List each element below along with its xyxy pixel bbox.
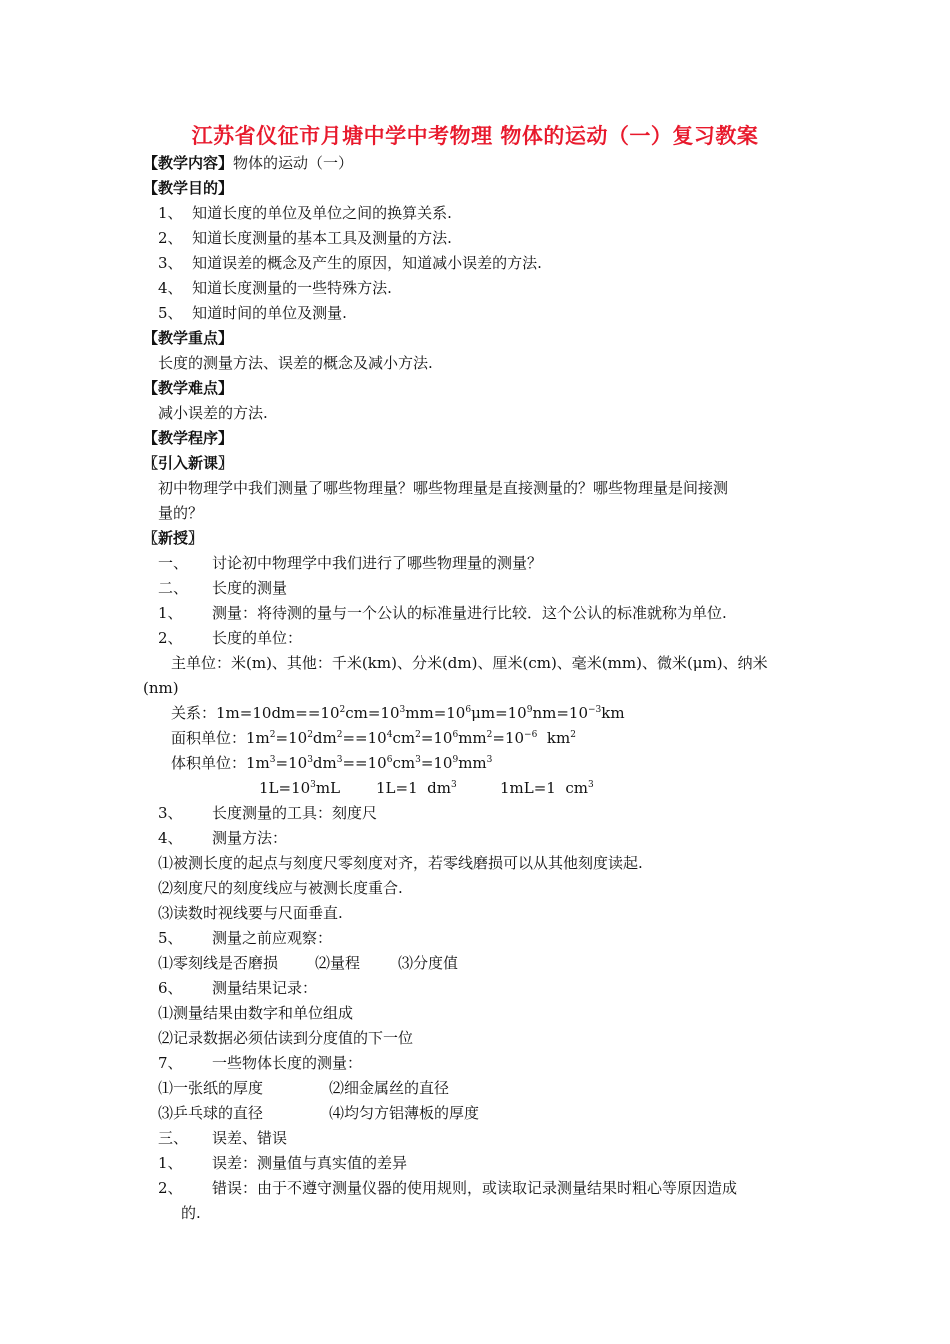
area-label: 面积单位：	[171, 729, 247, 747]
intro-text-line2: 量的？	[158, 504, 204, 522]
length-example: ⑶乒乓球的直径	[158, 1104, 264, 1122]
item-error-definition	[158, 1153, 407, 1173]
section-num: 二、	[158, 579, 189, 597]
goal-item	[158, 278, 392, 298]
content-line	[143, 153, 353, 173]
item-num: 1、	[158, 604, 183, 622]
goal-num: 5、	[158, 304, 183, 322]
volume-formula: $1m^3=10^3dm^3==10^6cm^3=10^9mm^3$	[246, 754, 493, 772]
item-text: 测量方法：	[212, 829, 288, 847]
item-num: 6、	[158, 979, 183, 997]
item-num: 1、	[158, 1154, 183, 1172]
goal-text: 知道长度测量的基本工具及测量的方法.	[192, 229, 452, 247]
length-example: ⑴一张纸的厚度	[158, 1079, 264, 1097]
goal-num: 4、	[158, 279, 183, 297]
goal-num: 2、	[158, 229, 183, 247]
item-method	[158, 828, 287, 848]
section-text: 长度的测量	[212, 579, 288, 597]
liter-conversion: 1mL=1 $cm^3$	[500, 779, 594, 797]
method-step: ⑵刻度尺的刻度线应与被测长度重合.	[158, 879, 403, 897]
relation-line	[171, 703, 625, 723]
item-mistake-definition	[158, 1178, 737, 1198]
item-measurement	[158, 603, 727, 623]
key-points-heading: 【教学重点】	[143, 329, 234, 347]
difficulties-heading: 【教学难点】	[143, 379, 234, 397]
mistake-definition-cont: 的.	[181, 1204, 201, 1222]
section-num: 一、	[158, 554, 189, 572]
item-num: 2、	[158, 629, 183, 647]
goal-item	[158, 303, 347, 323]
goal-num: 1、	[158, 204, 183, 222]
item-special-lengths	[158, 1053, 362, 1073]
item-text: 长度测量的工具：刻度尺	[212, 804, 378, 822]
goal-text: 知道长度测量的一些特殊方法.	[192, 279, 392, 297]
item-text: 误差：测量值与真实值的差异	[212, 1154, 408, 1172]
item-num: 4、	[158, 829, 183, 847]
item-text: 错误：由于不遵守测量仪器的使用规则，或读取记录测量结果时粗心等原因造成	[212, 1179, 738, 1197]
key-points-text: 长度的测量方法、误差的概念及减小方法.	[158, 354, 433, 372]
units-line2: (nm)	[143, 679, 179, 697]
goal-num: 3、	[158, 254, 183, 272]
document-title: 江苏省仪征市月塘中学中考物理 物体的运动（一）复习教案	[191, 124, 759, 148]
observe-point: ⑴零刻线是否磨损	[158, 954, 279, 972]
item-observe	[158, 928, 332, 948]
section-one	[158, 553, 542, 573]
goal-text: 知道时间的单位及测量.	[192, 304, 347, 322]
method-step: ⑶读数时视线要与尺面垂直.	[158, 904, 343, 922]
section-two	[158, 578, 287, 598]
length-example: ⑵细金属丝的直径	[329, 1079, 450, 1097]
item-text: 长度的单位：	[212, 629, 303, 647]
item-record	[158, 978, 317, 998]
observe-point: ⑵量程	[315, 954, 361, 972]
record-rule: ⑴测量结果由数字和单位组成	[158, 1004, 354, 1022]
area-line	[171, 728, 576, 748]
content-value: 物体的运动（一）	[233, 154, 354, 172]
item-num: 2、	[158, 1179, 183, 1197]
area-formula: $1m^2=10^2dm^2==10^4cm^2=10^6mm^2=10^{-6}$ $km^2$	[246, 729, 576, 747]
item-num: 5、	[158, 929, 183, 947]
volume-label: 体积单位：	[171, 754, 247, 772]
goal-text: 知道误差的概念及产生的原因，知道减小误差的方法.	[192, 254, 542, 272]
goals-heading: 【教学目的】	[143, 179, 234, 197]
liter-conversion: 1L=1 $dm^3$	[376, 779, 457, 797]
item-text: 测量：将待测的量与一个公认的标准量进行比较．这个公认的标准就称为单位.	[212, 604, 727, 622]
procedure-heading: 【教学程序】	[143, 429, 234, 447]
item-tool	[158, 803, 377, 823]
difficulties-text: 减小误差的方法.	[158, 404, 268, 422]
goal-item	[158, 203, 452, 223]
goal-item	[158, 228, 452, 248]
intro-heading: 〖引入新课〗	[143, 454, 234, 472]
goal-item	[158, 253, 542, 273]
section-num: 三、	[158, 1129, 189, 1147]
item-text: 一些物体长度的测量：	[212, 1054, 363, 1072]
relation-label: 关系：	[171, 704, 217, 722]
new-lesson-heading: 〖新授〗	[143, 529, 204, 547]
relation-formula: $1m=10dm==10^2cm=10^3mm=10^6\mu m=10^9nm=10^{-3}km$	[216, 704, 625, 722]
record-rule: ⑵记录数据必须估读到分度值的下一位	[158, 1029, 414, 1047]
length-example: ⑷均匀方铝薄板的厚度	[329, 1104, 480, 1122]
section-text: 误差、错误	[212, 1129, 288, 1147]
method-step: ⑴被测长度的起点与刻度尺零刻度对齐，若零线磨损可以从其他刻度读起.	[158, 854, 643, 872]
units-line1: 主单位：米(m)、其他：千米(km)、分米(dm)、厘米(cm)、毫米(mm)、微米(μm)、纳米	[171, 654, 768, 672]
content-label: 【教学内容】	[143, 154, 234, 172]
item-text: 测量结果记录：	[212, 979, 318, 997]
item-units	[158, 628, 302, 648]
liter-conversion: $1L=10^3mL$	[259, 779, 341, 797]
intro-text-line1: 初中物理学中我们测量了哪些物理量？哪些物理量是直接测量的？哪些物理量是间接测	[158, 479, 729, 497]
goal-text: 知道长度的单位及单位之间的换算关系.	[192, 204, 452, 222]
section-three	[158, 1128, 287, 1148]
item-text: 测量之前应观察：	[212, 929, 333, 947]
section-text: 讨论初中物理学中我们进行了哪些物理量的测量？	[212, 554, 543, 572]
observe-point: ⑶分度值	[398, 954, 459, 972]
item-num: 3、	[158, 804, 183, 822]
volume-line	[171, 753, 492, 773]
item-num: 7、	[158, 1054, 183, 1072]
